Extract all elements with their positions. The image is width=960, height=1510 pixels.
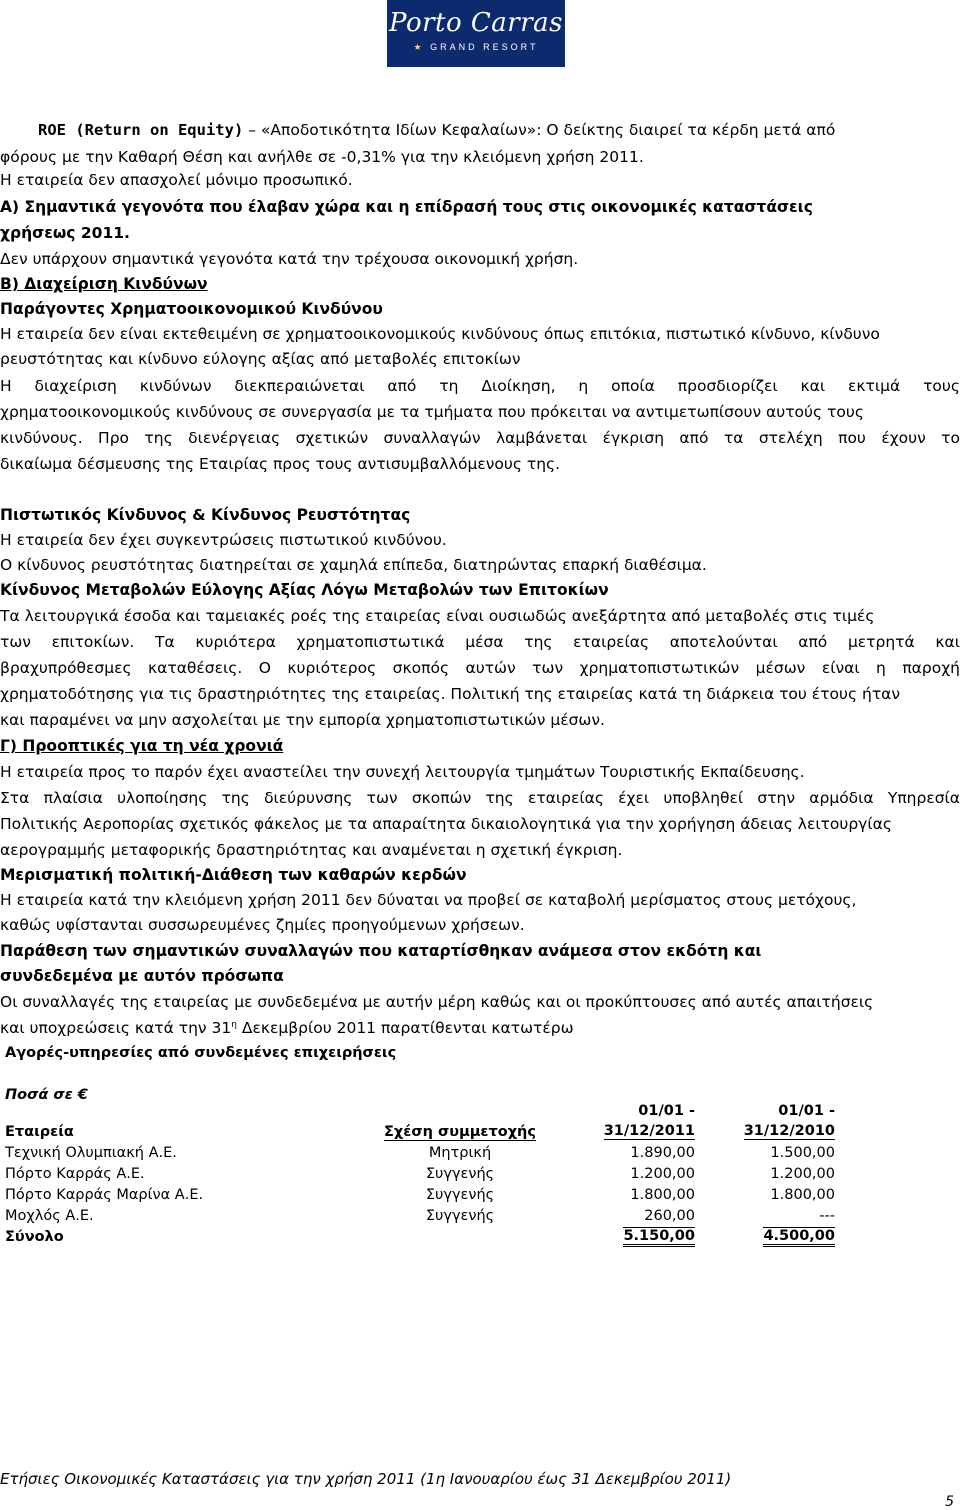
section-b-p2-line4: δικαίωμα δέσμευσης της Εταιρίας προς τους αντισυμβαλλόμενους της. [0, 455, 561, 473]
fair-value-line2: των επιτοκίων. Τα κυριότερα χρηματοπιστωτικά μέσα της εταιρείας αποτελούνται από μετρητά και [0, 633, 960, 651]
section-b-p2-line2: χρηματοοικονομικούς κινδύνους σε συνεργασία με τα τμήματα που πρόκειται να αντιμετωπίσουν αυτούς τους [0, 403, 864, 421]
table-header-row-1 [5, 1100, 835, 1121]
section-c-line1: Η εταιρεία προς το παρόν έχει αναστείλει την συνεχή λειτουργία τμημάτων Τουριστικής Εκπαίδευσης. [0, 763, 805, 781]
section-c-title: Γ) Προοπτικές για τη νέα χρονιά [0, 737, 284, 755]
page-number: 5 [945, 1494, 954, 1510]
total-2011: 5.150,00 [555, 1226, 695, 1247]
fair-value-line4: χρηματοδότησης για τις δραστηριότητες της εταιρείας. Πολιτική της εταιρείας κατά τη διάρκεια του έτους ήταν [0, 685, 901, 703]
related-table-title: Αγορές-υπηρεσίες από συνδεμένες επιχειρήσεις [5, 1045, 397, 1061]
page-footer: Ετήσιες Οικονομικές Καταστάσεις για την χρήση 2011 (1η Ιανουαρίου έως 31 Δεκεμβρίου 2011) [0, 1470, 732, 1488]
related-line2 [0, 1018, 960, 1038]
amounts-label: Ποσά σε € [5, 1087, 88, 1103]
section-b-p1-line2: ρευστότητας και κίνδυνο εύλογης αξίας από μεταβολές επιτοκίων [0, 350, 521, 368]
total-2010: 4.500,00 [695, 1226, 835, 1247]
roe-paragraph [38, 120, 956, 140]
section-a-title-2: χρήσεως 2011. [0, 224, 130, 242]
total-label: Σύνολο [5, 1228, 64, 1245]
credit-risk-line1: Η εταιρεία δεν έχει συγκεντρώσεις πιστωτικού κινδύνου. [0, 531, 447, 549]
section-b-title: Β) Διαχείριση Κινδύνων [0, 275, 208, 293]
logo-tagline-text: GRAND RESORT [430, 42, 539, 52]
table-row: Μοχλός Α.Ε. Συγγενής 260,00 --- [5, 1207, 835, 1224]
related-line1: Οι συναλλαγές της εταιρείας με συνδεδεμένα με αυτήν μέρη καθώς και οι προκύπτουσες από αυτές απαιτήσεις [0, 993, 874, 1011]
related-line2-post: Δεκεμβρίου 2011 παρατίθενται κατωτέρω [236, 1019, 574, 1037]
section-a-body: Δεν υπάρχουν σημαντικά γεγονότα κατά την τρέχουσα οικονομική χρήση. [0, 250, 579, 268]
section-b-p2-line3: κινδύνους. Προ της διενέργειας σχετικών συναλλαγών λαμβάνεται έγκριση από τα στελέχη που έχουν το [0, 429, 960, 447]
period-2010-bottom: 31/12/2010 [743, 1123, 835, 1139]
section-c-line4: αερογραμμής μεταφορικής δραστηριότητας και αναμένεται η σχετική έγκριση. [0, 841, 623, 859]
section-b-p1-line1: Η εταιρεία δεν είναι εκτεθειμένη σε χρηματοοικονομικούς κινδύνους όπως επιτόκια, πιστωτικό κίνδυνο, κίνδυνο [0, 325, 880, 343]
related-line2-pre: και υποχρεώσεις κατά την 31 [0, 1019, 232, 1037]
porto-carras-logo [387, 0, 565, 67]
table-total-row [5, 1226, 835, 1247]
table-row: Πόρτο Καρράς Μαρίνα Α.Ε. Συγγενής 1.800,00 1.800,00 [5, 1186, 835, 1203]
table-row: Τεχνική Ολυμπιακή Α.Ε. Μητρική 1.890,00 1.500,00 [5, 1144, 835, 1161]
related-title-2: συνδεδεμένα με αυτόν πρόσωπα [0, 967, 284, 985]
dividend-line2: καθώς υφίστανται συσσωρευμένες ζημίες προηγούμενων χρήσεων. [0, 916, 525, 934]
dividend-line1: Η εταιρεία κατά την κλειόμενη χρήση 2011 δεν δύναται να προβεί σε καταβολή μερίσματος στους μετόχους, [0, 891, 857, 909]
section-c-line2: Στα πλαίσια υλοποίησης της διεύρυνσης των σκοπών της εταιρείας έχει υποβληθεί στην αρμόδια Υπηρεσία [0, 789, 960, 807]
table-row: Πόρτο Καρράς Α.Ε. Συγγενής 1.200,00 1.200,00 [5, 1165, 835, 1182]
section-c-line3: Πολιτικής Αεροπορίας σχετικός φάκελος με τα απαραίτητα δικαιολογητικά για την χορήγηση άδειας λειτουργίας [0, 815, 892, 833]
fair-value-line5: και παραμένει να μην ασχολείται με την εμπορία χρηματοπιστωτικών μέσων. [0, 711, 605, 729]
roe-label: ROE (Return on Equity) [38, 121, 244, 139]
section-b-subtitle: Παράγοντες Χρηματοοικονομικού Κινδύνου [0, 300, 383, 318]
section-a-title-1: Α) Σημαντικά γεγονότα που έλαβαν χώρα και η επίδρασή τους στις οικονομικές καταστάσεις [0, 198, 813, 216]
period-2011-top: 01/01 - [638, 1102, 695, 1119]
logo-name: Porto Carras [389, 8, 563, 38]
period-2010-top: 01/01 - [778, 1102, 835, 1119]
fair-value-line1: Τα λειτουργικά έσοδα και ταμειακές ροές της εταιρείας είναι ουσιωδώς ανεξάρτητα από μεταβολές στις τιμές [0, 607, 875, 625]
related-title-1: Παράθεση των σημαντικών συναλλαγών που καταρτίσθηκαν ανάμεσα στον εκδότη και [0, 942, 762, 960]
fair-value-title: Κίνδυνος Μεταβολών Εύλογης Αξίας Λόγω Μεταβολών των Επιτοκίων [0, 581, 609, 599]
logo-tagline [387, 40, 565, 54]
roe-text: – «Αποδοτικότητα Ιδίων Κεφαλαίων»: Ο δείκτης διαιρεί τα κέρδη μετά από [243, 121, 836, 139]
credit-risk-title: Πιστωτικός Κίνδυνος & Κίνδυνος Ρευστότητας [0, 506, 411, 524]
period-2011-bottom: 31/12/2011 [603, 1123, 695, 1139]
roe-line2: φόρους με την Καθαρή Θέση και ανήλθε σε -0,31% για την κλειόμενη χρήση 2011. [0, 148, 644, 166]
section-b-p2-line1: Η διαχείριση κινδύνων διεκπεραιώνεται από τη Διοίκηση, η οποία προσδιορίζει και εκτιμά τους [0, 377, 960, 395]
related-line2-sup: η [231, 1019, 237, 1030]
dividend-title: Μερισματική πολιτική-Διάθεση των καθαρών κερδών [0, 866, 467, 884]
star-icon: ★ [413, 42, 431, 52]
related-transactions-table [5, 1100, 835, 1247]
fair-value-line3: βραχυπρόθεσμες καταθέσεις. Ο κυριότερος σκοπός αυτών των χρηματοπιστωτικών μέσων είναι η παροχή [0, 659, 960, 677]
col-relation-header: Σχέση συμμετοχής [384, 1123, 536, 1140]
credit-risk-line2: Ο κίνδυνος ρευστότητας διατηρείται σε χαμηλά επίπεδα, διατηρώντας επαρκή διαθέσιμα. [0, 556, 707, 574]
staff-note: Η εταιρεία δεν απασχολεί μόνιμο προσωπικό. [0, 171, 353, 189]
col-company-header: Εταιρεία [5, 1123, 74, 1140]
table-header-row-2 [5, 1121, 835, 1142]
